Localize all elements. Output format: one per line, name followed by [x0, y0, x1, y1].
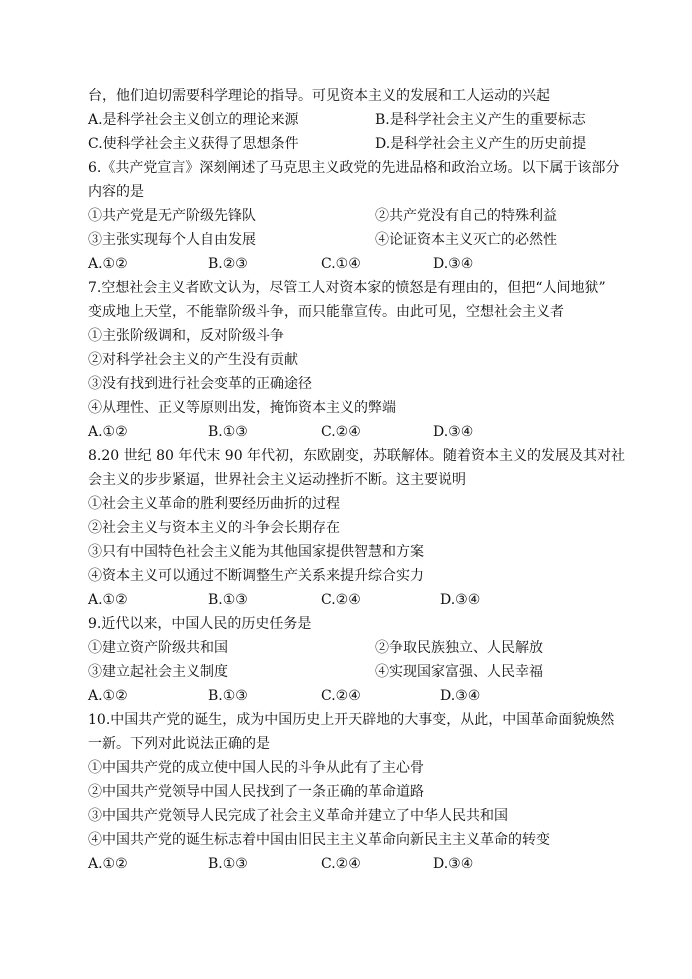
choice-d: D.③④	[433, 856, 474, 872]
question-8-choices	[88, 588, 628, 612]
choice-d: D.③④	[433, 424, 474, 440]
stem-text: 8.20 世纪 80 年代末 90 年代初，东欧剧变，苏联解体。随着资本主义的发展及其对社	[88, 448, 626, 464]
question-10-statement-4	[88, 828, 628, 852]
question-5-options-row-1	[88, 108, 628, 132]
question-10-statement-3	[88, 804, 628, 828]
stem-text: 10.中国共产党的诞生，成为中国历史上开天辟地的大事变，从此，中国革命面貌焕然	[88, 712, 615, 728]
statement-2: ②对科学社会主义的产生没有贡献	[88, 352, 298, 368]
question-7-statement-3	[88, 372, 628, 396]
question-7-stem	[88, 276, 628, 300]
question-6-statements-row-1	[88, 204, 628, 228]
question-6-statements-row-2	[88, 228, 628, 252]
statement-2: ②共产党没有自己的特殊利益	[375, 208, 557, 224]
question-10-choices	[88, 852, 628, 876]
question-10-stem-cont	[88, 732, 628, 756]
statement-3: ③中国共产党领导人民完成了社会主义革命并建立了中华人民共和国	[88, 808, 508, 824]
choice-d: D.③④	[440, 688, 481, 704]
stem-text: 内容的是	[88, 184, 144, 200]
question-6-stem-cont	[88, 180, 628, 204]
statement-1: ①主张阶级调和，反对阶级斗争	[88, 328, 284, 344]
question-6-choices	[88, 252, 628, 276]
question-8-stem	[88, 444, 628, 468]
statement-4: ④论证资本主义灭亡的必然性	[375, 232, 557, 248]
choice-c: C.②④	[321, 856, 361, 872]
choice-c: C.①④	[321, 256, 361, 272]
statement-1: ①共产党是无产阶级先锋队	[88, 208, 256, 224]
statement-2: ②中国共产党领导中国人民找到了一条正确的革命道路	[88, 784, 424, 800]
stem-text: 7.空想社会主义者欧文认为，尽管工人对资本家的愤怒是有理由的，但把“人间地狱”	[88, 280, 606, 296]
choice-c: C.②④	[321, 424, 361, 440]
choice-b: B.①③	[208, 856, 248, 872]
question-7-choices	[88, 420, 628, 444]
question-9-statements-row-1	[88, 636, 628, 660]
question-9-stem	[88, 612, 628, 636]
statement-3: ③没有找到进行社会变革的正确途径	[88, 376, 312, 392]
question-7-statement-2	[88, 348, 628, 372]
question-7-statement-1	[88, 324, 628, 348]
statement-4: ④资本主义可以通过不断调整生产关系来提升综合实力	[88, 568, 424, 584]
statement-4: ④从理性、正义等原则出发，掩饰资本主义的弊端	[88, 400, 396, 416]
choice-b: B.②③	[208, 256, 248, 272]
choice-a: A.①②	[88, 256, 128, 272]
choice-a: A.①②	[88, 424, 128, 440]
choice-b: B.①③	[208, 424, 248, 440]
stem-text: 6.《共产党宣言》深刻阐述了马克思主义政党的先进品格和政治立场。以下属于该部分	[88, 160, 620, 176]
question-5-options-row-2	[88, 132, 628, 156]
question-8-statement-3	[88, 540, 628, 564]
question-10-statement-2	[88, 780, 628, 804]
statement-4: ④实现国家富强、人民幸福	[375, 664, 543, 680]
stem-text: 9.近代以来，中国人民的历史任务是	[88, 616, 312, 632]
statement-4: ④中国共产党的诞生标志着中国由旧民主主义革命向新民主主义革命的转变	[88, 832, 550, 848]
option-d: D.是科学社会主义产生的历史前提	[375, 136, 587, 152]
question-7-statement-4	[88, 396, 628, 420]
question-8-stem-cont	[88, 468, 628, 492]
stem-text: 变成地上天堂，不能靠阶级斗争，而只能靠宣传。由此可见，空想社会主义者	[88, 304, 564, 320]
choice-b: B.①③	[208, 688, 248, 704]
statement-3: ③建立起社会主义制度	[88, 664, 228, 680]
question-8-statement-2	[88, 516, 628, 540]
option-b: B.是科学社会主义产生的重要标志	[375, 112, 586, 128]
question-5-stem-tail	[88, 84, 628, 108]
statement-3: ③只有中国特色社会主义能为其他国家提供智慧和方案	[88, 544, 424, 560]
choice-a: A.①②	[88, 592, 128, 608]
question-10-stem	[88, 708, 628, 732]
question-9-statements-row-2	[88, 660, 628, 684]
stem-text: 会主义的步步紧逼，世界社会主义运动挫折不断。这主要说明	[88, 472, 466, 488]
option-c: C.使科学社会主义获得了思想条件	[88, 136, 299, 152]
choice-c: C.②④	[321, 592, 361, 608]
choice-b: B.①③	[208, 592, 248, 608]
exam-page	[88, 84, 628, 876]
choice-c: C.②④	[321, 688, 361, 704]
statement-2: ②社会主义与资本主义的斗争会长期存在	[88, 520, 340, 536]
statement-1: ①社会主义革命的胜利要经历曲折的过程	[88, 496, 340, 512]
question-7-stem-cont	[88, 300, 628, 324]
statement-3: ③主张实现每个人自由发展	[88, 232, 256, 248]
question-8-statement-1	[88, 492, 628, 516]
question-8-statement-4	[88, 564, 628, 588]
option-a: A.是科学社会主义创立的理论来源	[88, 112, 299, 128]
choice-a: A.①②	[88, 688, 128, 704]
question-6-stem	[88, 156, 628, 180]
stem-text: 台，他们迫切需要科学理论的指导。可见资本主义的发展和工人运动的兴起	[88, 88, 550, 104]
statement-1: ①建立资产阶级共和国	[88, 640, 228, 656]
choice-d: D.③④	[433, 256, 474, 272]
statement-2: ②争取民族独立、人民解放	[375, 640, 543, 656]
question-10-statement-1	[88, 756, 628, 780]
choice-d: D.③④	[440, 592, 481, 608]
choice-a: A.①②	[88, 856, 128, 872]
statement-1: ①中国共产党的成立使中国人民的斗争从此有了主心骨	[88, 760, 424, 776]
question-9-choices	[88, 684, 628, 708]
stem-text: 一新。下列对此说法正确的是	[88, 736, 270, 752]
